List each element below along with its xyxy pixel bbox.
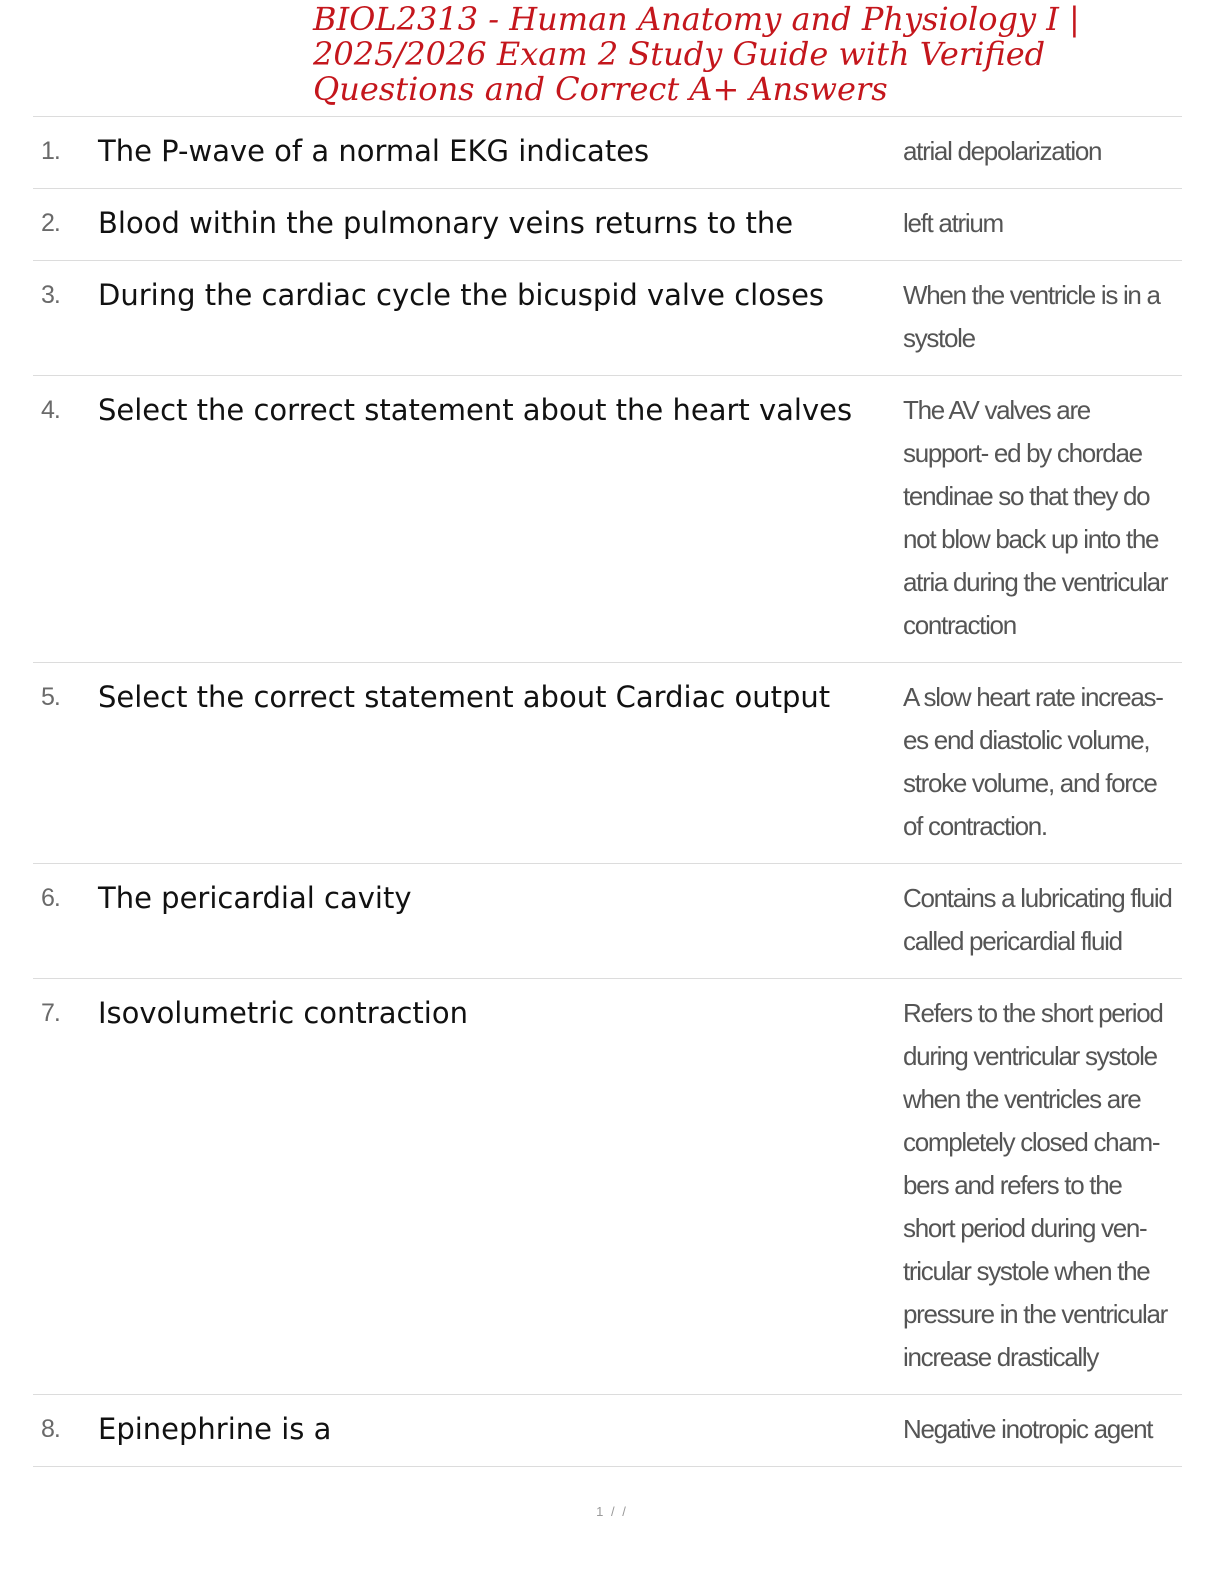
- answer-text: A slow heart rate increas- es end diastolic volume, stroke volume, and force of contraction.: [903, 682, 1163, 841]
- answer-text: The AV valves are support- ed by chordae tendinae so that they do not blow back up into the atria during the ventricular contraction: [903, 395, 1168, 640]
- question-number: 2.: [41, 209, 60, 237]
- question-text: Select the correct statement about the heart valves: [98, 393, 853, 427]
- question-number: 5.: [41, 683, 60, 711]
- question-text: Isovolumetric contraction: [98, 996, 468, 1030]
- question-text: The P-wave of a normal EKG indicates: [98, 134, 650, 168]
- question-number: 1.: [41, 137, 60, 165]
- qa-row: [33, 261, 1182, 376]
- page-number: 1 / /: [596, 1504, 628, 1519]
- question-text: Epinephrine is a: [98, 1412, 332, 1446]
- qa-row: [33, 376, 1182, 663]
- qa-row: [33, 1395, 1182, 1467]
- qa-row: [33, 979, 1182, 1395]
- qa-row: [33, 663, 1182, 864]
- qa-row: [33, 189, 1182, 261]
- qa-table: [33, 116, 1182, 1467]
- answer-text: Contains a lubricating fluid called pericardial fluid: [903, 883, 1172, 956]
- answer-text: Refers to the short period during ventricular systole when the ventricles are completely closed cham- bers and refers to the short period during ven- tricular systole when the pressure in the ventricular increase drastically: [903, 998, 1168, 1372]
- answer-text: left atrium: [903, 208, 1003, 238]
- answer-text: When the ventricle is in a systole: [903, 280, 1160, 353]
- question-number: 4.: [41, 396, 60, 424]
- question-number: 6.: [41, 884, 60, 912]
- question-text: During the cardiac cycle the bicuspid valve closes: [98, 278, 825, 312]
- qa-row: [33, 864, 1182, 979]
- question-text: The pericardial cavity: [98, 881, 412, 915]
- answer-text: Negative inotropic agent: [903, 1414, 1153, 1444]
- document-title: BIOL2313 - Human Anatomy and Physiology I | 2025/2026 Exam 2 Study Guide with Verified Questions and Correct A+ Answers: [313, 0, 1080, 108]
- question-text: Select the correct statement about Cardiac output: [98, 680, 831, 714]
- qa-row: [33, 117, 1182, 189]
- question-number: 3.: [41, 281, 60, 309]
- question-number: 8.: [41, 1415, 60, 1443]
- answer-text: atrial depolarization: [903, 136, 1102, 166]
- question-text: Blood within the pulmonary veins returns to the: [98, 206, 794, 240]
- question-number: 7.: [41, 999, 60, 1027]
